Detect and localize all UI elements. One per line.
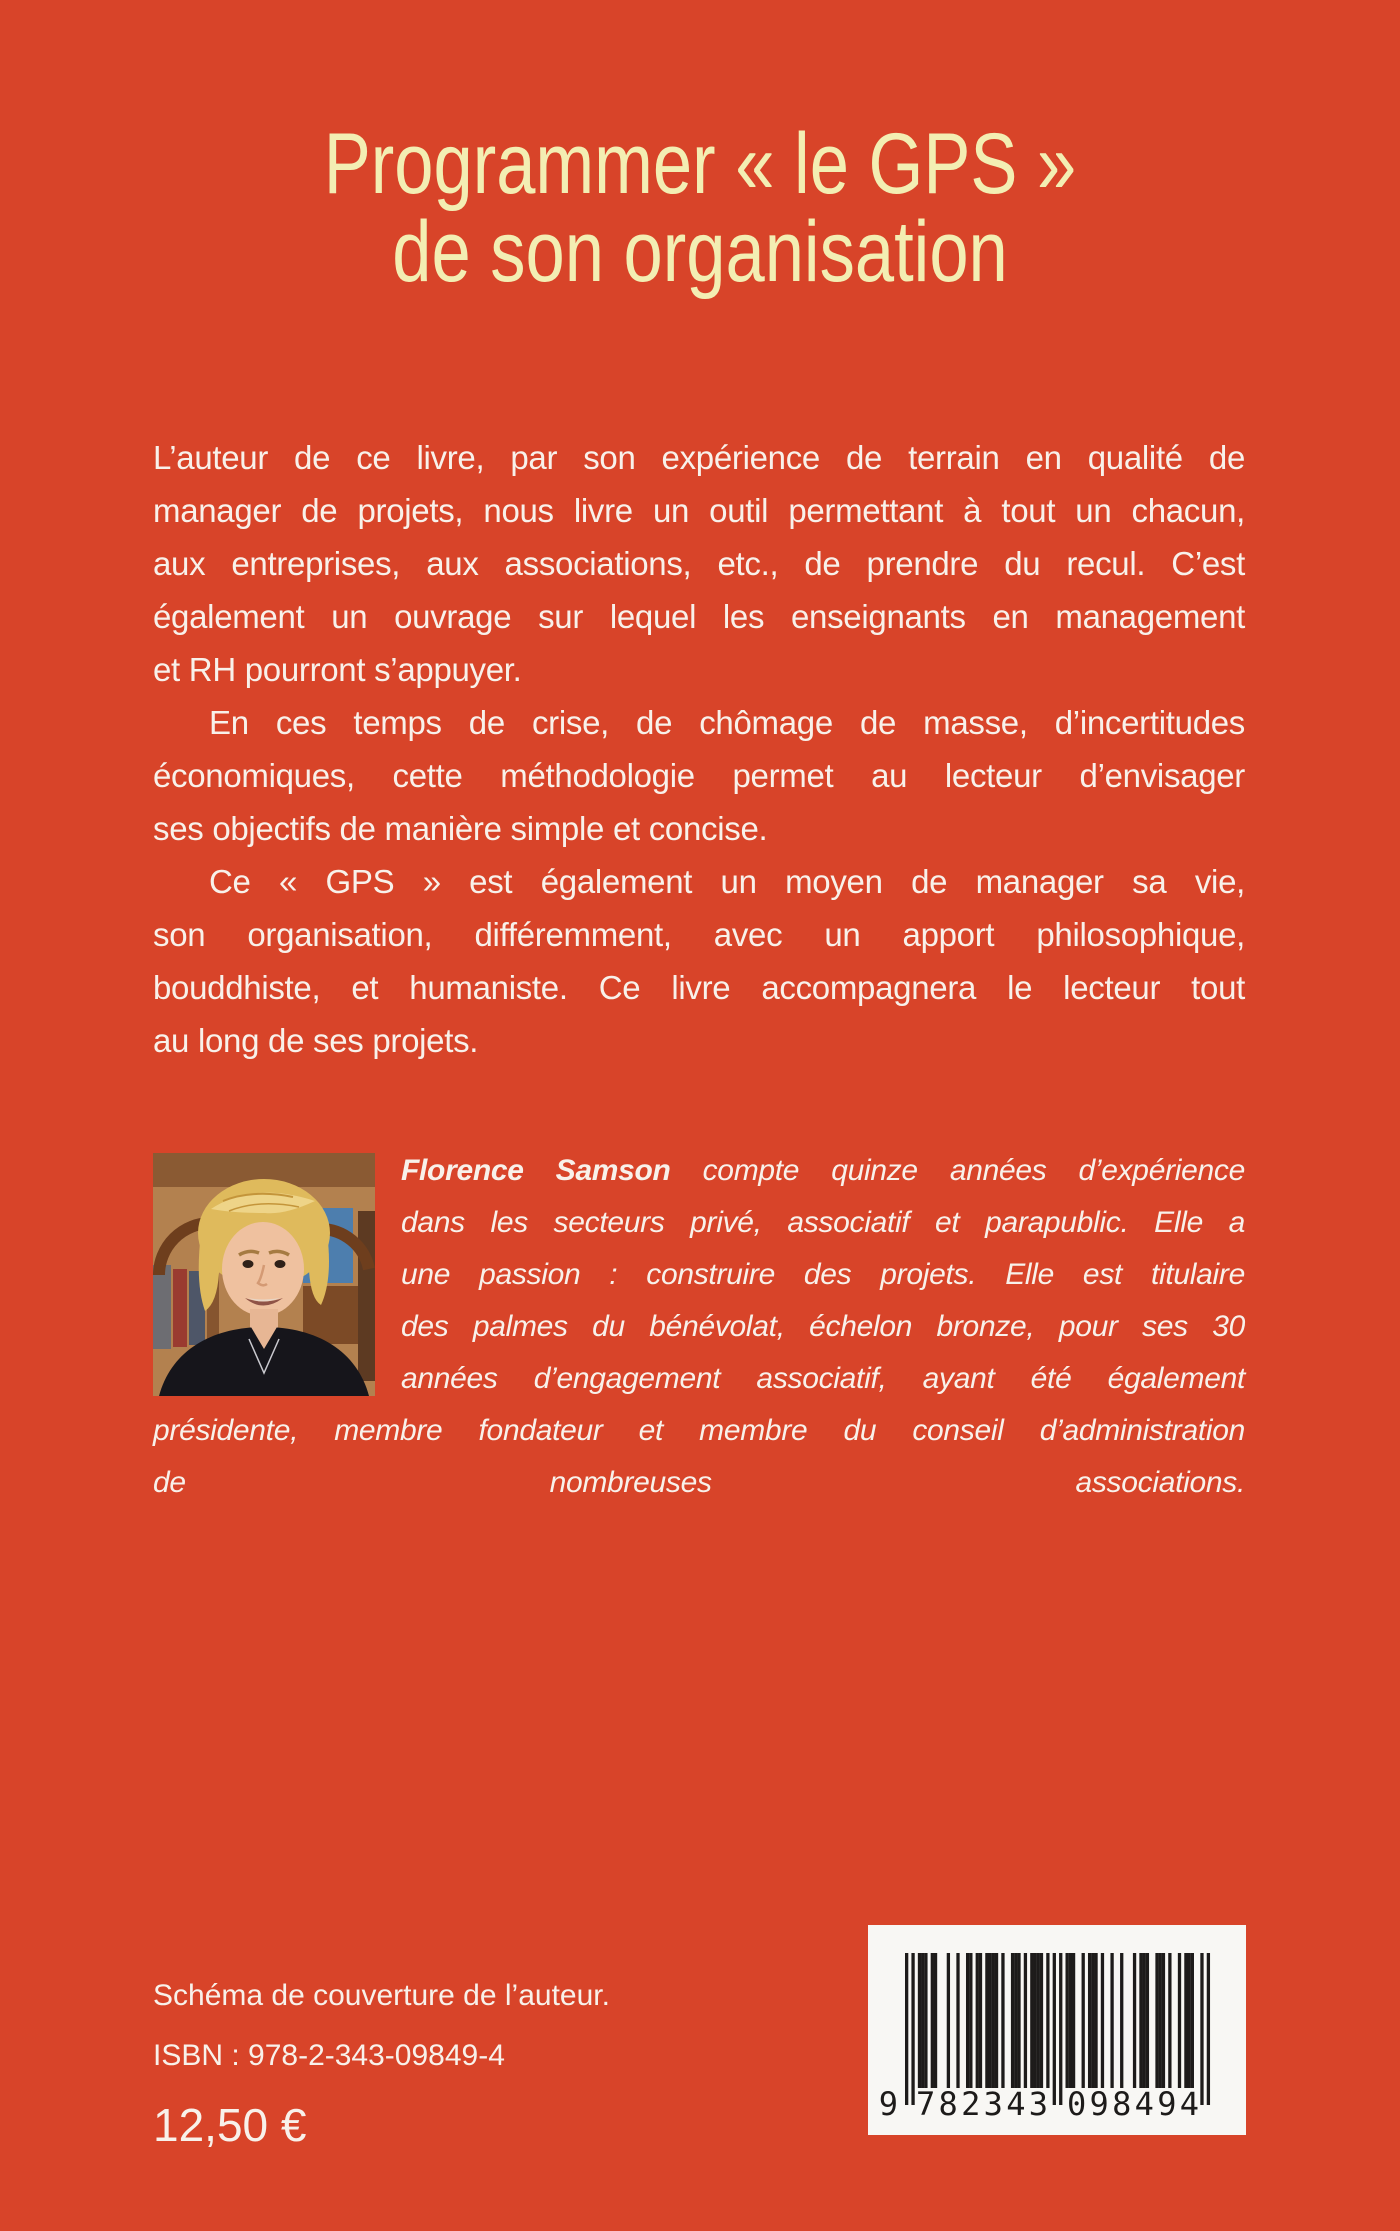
barcode-digits-left: 782343 xyxy=(916,2085,1048,2123)
bio-line: une passion : construire des projets. Elle est titulaire xyxy=(401,1258,1245,1291)
synopsis-line: Ce « GPS » est également un moyen de manager sa vie, xyxy=(209,863,1245,900)
synopsis-line: bouddhiste, et humaniste. Ce livre accompagnera le lecteur tout xyxy=(153,969,1245,1006)
barcode xyxy=(868,1925,1246,2135)
synopsis-line: et RH pourront s’appuyer. xyxy=(153,651,522,688)
bio-line: années d’engagement associatif, ayant été également xyxy=(401,1362,1245,1395)
cover-credit: Schéma de couverture de l’auteur. xyxy=(153,1979,610,2012)
author-photo xyxy=(153,1153,375,1396)
synopsis-line: son organisation, différemment, avec un apport philosophique, xyxy=(153,916,1245,953)
author-bio xyxy=(153,1145,1245,1509)
barcode-digit-prefix: 9 xyxy=(878,2085,898,2123)
synopsis-line: économiques, cette méthodologie permet au lecteur d’envisager xyxy=(153,757,1245,794)
book-title-line1: Programmer « le GPS » xyxy=(323,116,1077,212)
bio-line: de nombreuses associations. xyxy=(153,1466,1245,1499)
barcode-box xyxy=(868,1925,1246,2135)
bio-line: des palmes du bénévolat, échelon bronze, pour ses 30 xyxy=(401,1310,1245,1343)
bio-line-text: compte quinze années d’expérience xyxy=(702,1154,1245,1187)
synopsis-line: En ces temps de crise, de chômage de masse, d’incertitudes xyxy=(209,704,1245,741)
barcode-digits-right: 098494 xyxy=(1067,2085,1199,2123)
book-title xyxy=(126,116,1274,300)
synopsis xyxy=(153,431,1245,1067)
author-name: Florence Samson xyxy=(401,1154,671,1187)
synopsis-line: ses objectifs de manière simple et concise. xyxy=(153,810,768,847)
synopsis-line: aux entreprises, aux associations, etc., de prendre du recul. C’est xyxy=(153,545,1245,582)
synopsis-line: au long de ses projets. xyxy=(153,1022,479,1059)
barcode-bars xyxy=(905,1953,1210,2105)
book-title-line2: de son organisation xyxy=(392,204,1008,300)
synopsis-line: manager de projets, nous livre un outil permettant à tout un chacun, xyxy=(153,492,1245,529)
bio-line: présidente, membre fondateur et membre du conseil d’administration xyxy=(153,1414,1245,1447)
synopsis-line: également un ouvrage sur lequel les enseignants en management xyxy=(153,598,1245,635)
isbn: ISBN : 978-2-343-09849-4 xyxy=(153,2039,505,2072)
synopsis-line: L’auteur de ce livre, par son expérience de terrain en qualité de xyxy=(153,439,1245,476)
price: 12,50 € xyxy=(153,2099,307,2151)
bio-line: dans les secteurs privé, associatif et parapublic. Elle a xyxy=(401,1206,1245,1239)
